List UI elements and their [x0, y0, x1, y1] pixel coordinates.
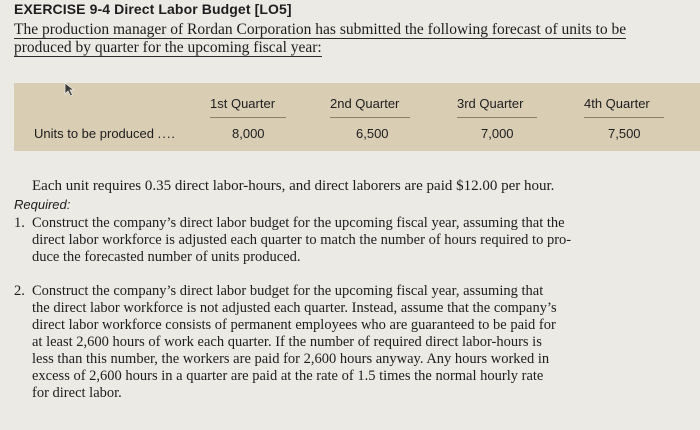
requirement-number-1: 1. [14, 215, 25, 231]
row-label-text: Units to be produced [34, 126, 154, 141]
column-header-q4: 4th Quarter [584, 96, 650, 111]
units-q4-value: 7,500 [608, 126, 641, 141]
requirement-2-line: at least 2,600 hours of work each quarter. If the number of required direct labor-hours is [32, 334, 542, 350]
requirement-2-line: for direct labor. [32, 385, 122, 401]
requirement-2-line: the direct labor workforce is not adjusted each quarter. Instead, assume that the company’s [32, 300, 557, 316]
forecast-table-header [0, 96, 700, 116]
requirement-1-line: Construct the company’s direct labor budget for the upcoming fiscal year, assuming that the [32, 215, 565, 231]
header-rule-q3 [457, 117, 537, 118]
intro-line-2: produced by quarter for the upcoming fiscal year: [14, 39, 322, 56]
requirement-2-line: less than this number, the workers are paid for 2,600 hours anyway. Any hours worked in [32, 351, 550, 367]
requirement-2-line: direct labor workforce consists of permanent employees who are guaranteed to be paid for [32, 317, 556, 333]
row-label-leader-dots: .... [157, 126, 177, 141]
requirement-1-line: direct labor workforce is adjusted each quarter to match the number of hours required to pro- [32, 232, 572, 248]
mouse-pointer-icon [64, 82, 78, 98]
units-q3-value: 7,000 [481, 126, 514, 141]
units-q2-value: 6,500 [356, 126, 389, 141]
labor-rate-sentence: Each unit requires 0.35 direct labor-hours, and direct laborers are paid $12.00 per hour. [32, 178, 555, 194]
requirement-2-line: excess of 2,600 hours in a quarter are paid at the rate of 1.5 times the normal hourly rate [32, 368, 544, 384]
intro-line-1: The production manager of Rordan Corporation has submitted the following forecast of units to be [14, 21, 627, 38]
requirement-item-1 [14, 215, 690, 266]
header-rule-q4 [584, 117, 664, 118]
column-header-q2: 2nd Quarter [330, 96, 400, 111]
column-header-q3: 3rd Quarter [457, 96, 524, 111]
row-label-units [34, 126, 176, 141]
header-rule-q2 [330, 117, 410, 118]
requirement-item-2 [14, 283, 690, 402]
requirement-number-2: 2. [14, 283, 25, 299]
requirement-text-2 [32, 283, 690, 402]
requirement-1-line: duce the forecasted number of units produced. [32, 249, 301, 265]
requirement-2-line: Construct the company’s direct labor budget for the upcoming fiscal year, assuming that [32, 283, 544, 299]
units-q1-value: 8,000 [232, 126, 265, 141]
intro-paragraph [14, 21, 690, 57]
exercise-heading: EXERCISE 9-4 Direct Labor Budget [LO5] [14, 1, 292, 17]
requirement-text-1 [32, 215, 690, 266]
header-rule-q1 [210, 117, 286, 118]
column-header-q1: 1st Quarter [210, 96, 276, 111]
required-label: Required: [14, 197, 71, 212]
